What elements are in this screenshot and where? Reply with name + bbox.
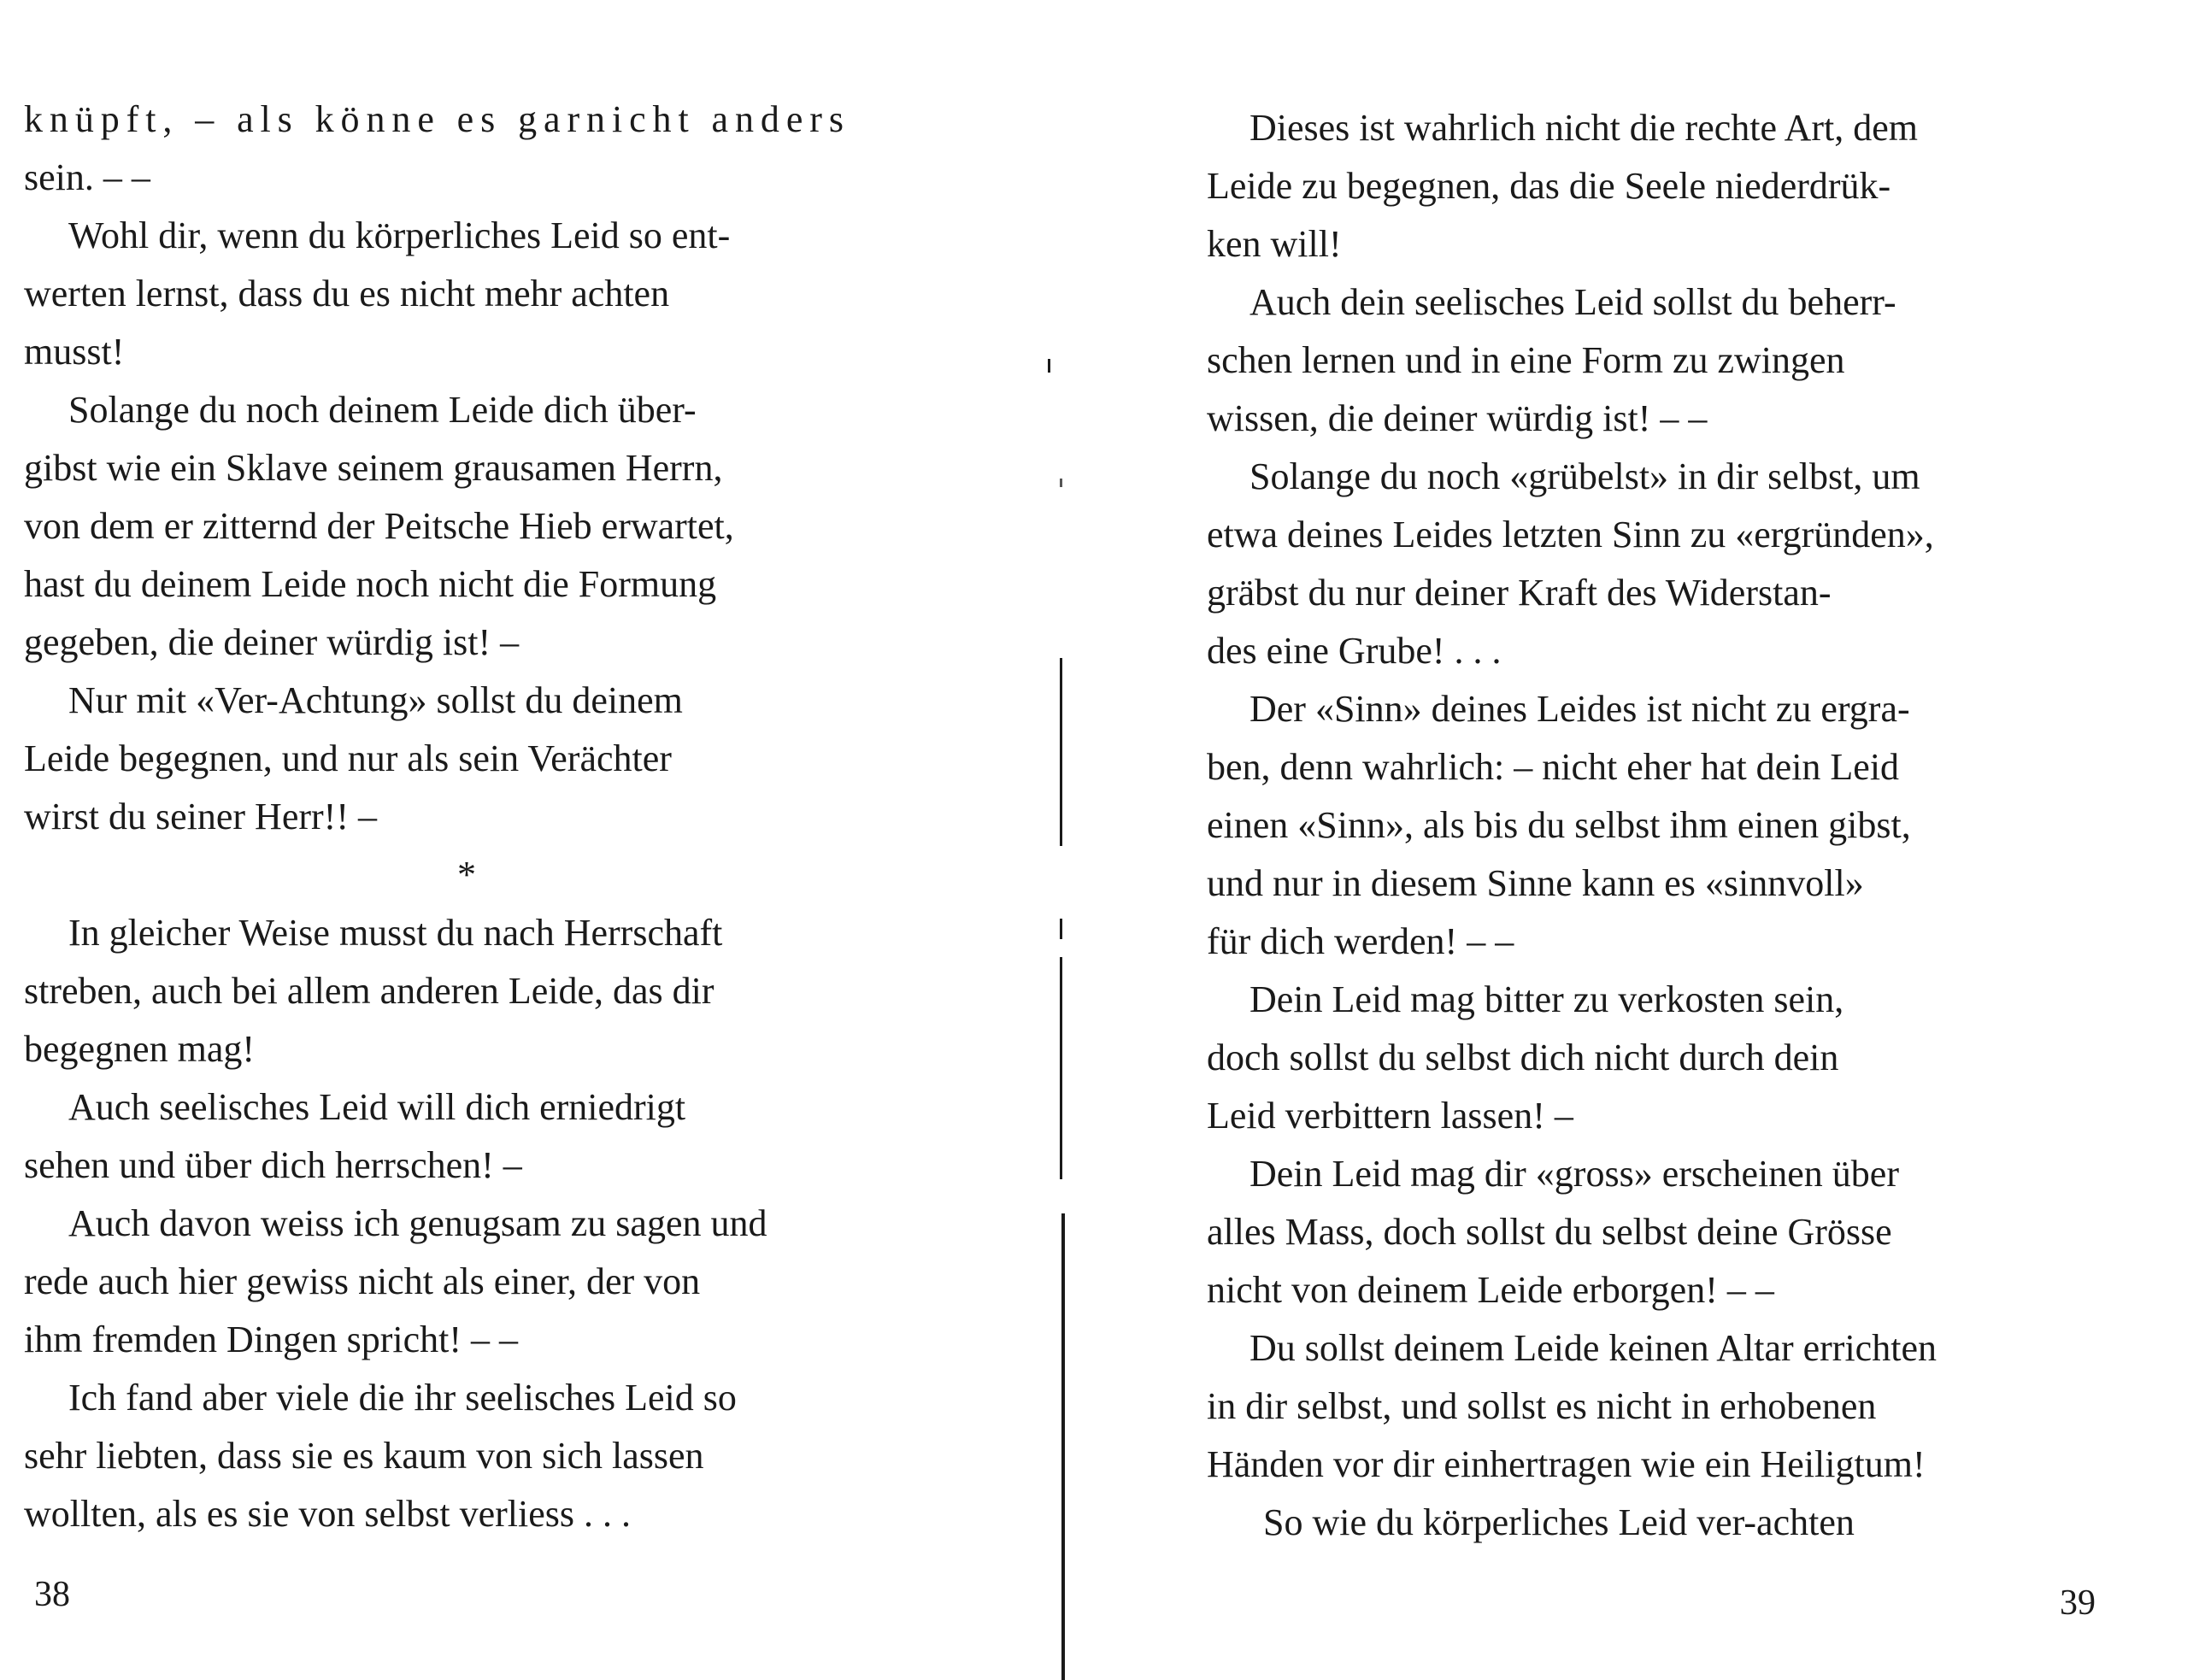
text-line: wollten, als es sie von selbst verliess . . . bbox=[24, 1493, 632, 1535]
text-line: ben, denn wahrlich: – nicht eher hat dein Leid bbox=[1207, 746, 1900, 788]
text-line: alles Mass, doch sollst du selbst deine Grösse bbox=[1207, 1211, 1892, 1253]
text-line: Händen vor dir einhertragen wie ein Heiligtum! bbox=[1207, 1443, 1926, 1485]
text-line: in dir selbst, und sollst es nicht in erhobenen bbox=[1207, 1385, 1877, 1427]
text-line: nicht von deinem Leide erborgen! – – bbox=[1207, 1269, 1774, 1311]
text-line: wirst du seiner Herr!! – bbox=[24, 796, 377, 837]
text-line: Dein Leid mag dir «gross» erscheinen über bbox=[1250, 1153, 1899, 1195]
text-line: des eine Grube! . . . bbox=[1207, 630, 1502, 672]
right-page bbox=[1060, 0, 2205, 1680]
text-line: Nur mit «Ver-Achtung» sollst du deinem bbox=[68, 679, 683, 721]
text-line: Solange du noch «grübelst» in dir selbst, um bbox=[1250, 455, 1920, 497]
text-line: schen lernen und in eine Form zu zwingen bbox=[1207, 339, 1845, 381]
text-line: Leid verbittern lassen! – bbox=[1207, 1095, 1573, 1137]
text-line: gibst wie ein Sklave seinem grausamen Herrn, bbox=[24, 447, 723, 489]
text-line: Der «Sinn» deines Leides ist nicht zu ergra- bbox=[1250, 688, 1910, 730]
text-line: musst! bbox=[24, 331, 125, 373]
text-line: streben, auch bei allem anderen Leide, das dir bbox=[24, 970, 714, 1012]
text-line: So wie du körperliches Leid ver-achten bbox=[1263, 1501, 1855, 1543]
text-line: von dem er zitternd der Peitsche Hieb erwartet, bbox=[24, 505, 734, 547]
text-line: Wohl dir, wenn du körperliches Leid so ent- bbox=[68, 214, 731, 256]
text-line: rede auch hier gewiss nicht als einer, der von bbox=[24, 1260, 701, 1302]
text-line: Auch dein seelisches Leid sollst du beherr- bbox=[1250, 281, 1896, 323]
text-line: Du sollst deinem Leide keinen Altar errichten bbox=[1250, 1327, 1937, 1369]
text-line: Ich fand aber viele die ihr seelisches Leid so bbox=[68, 1377, 737, 1419]
text-line: sein. – – bbox=[24, 156, 150, 198]
page-number: 38 bbox=[34, 1575, 70, 1614]
text-line: Auch davon weiss ich genugsam zu sagen und bbox=[68, 1202, 767, 1244]
text-line: Dein Leid mag bitter zu verkosten sein, bbox=[1250, 978, 1844, 1020]
text-line: sehen und über dich herrschen! – bbox=[24, 1144, 522, 1186]
text-line: gräbst du nur deiner Kraft des Widerstan- bbox=[1207, 572, 1832, 614]
text-line: knüpft, – als könne es garnicht anders bbox=[24, 98, 850, 140]
text-line: Leide begegnen, und nur als sein Verächter bbox=[24, 737, 672, 779]
text-line: für dich werden! – – bbox=[1207, 920, 1514, 962]
text-line: Auch seelisches Leid will dich erniedrigt bbox=[68, 1086, 686, 1128]
text-line: werten lernst, dass du es nicht mehr achten bbox=[24, 273, 670, 314]
text-line: hast du deinem Leide noch nicht die Formung bbox=[24, 563, 717, 605]
text-line: etwa deines Leides letzten Sinn zu «ergründen», bbox=[1207, 514, 1934, 555]
page-number: 39 bbox=[2060, 1583, 2096, 1623]
text-line: gegeben, die deiner würdig ist! – bbox=[24, 621, 520, 663]
text-line: Solange du noch deinem Leide dich über- bbox=[68, 389, 697, 431]
text-line: einen «Sinn», als bis du selbst ihm einen gibst, bbox=[1207, 804, 1911, 846]
text-line: ihm fremden Dingen spricht! – – bbox=[24, 1319, 518, 1360]
text-line: In gleicher Weise musst du nach Herrschaft bbox=[68, 912, 723, 954]
text-line: wissen, die deiner würdig ist! – – bbox=[1207, 397, 1708, 439]
text-line: begegnen mag! bbox=[24, 1028, 255, 1070]
text-line: Leide zu begegnen, das die Seele niederdrük- bbox=[1207, 165, 1891, 207]
left-page bbox=[0, 0, 1060, 1680]
gutter-mark bbox=[1048, 359, 1050, 373]
text-line: sehr liebten, dass sie es kaum von sich lassen bbox=[24, 1435, 704, 1477]
text-line: doch sollst du selbst dich nicht durch dein bbox=[1207, 1037, 1839, 1078]
text-line: ken will! bbox=[1207, 223, 1342, 265]
text-line: und nur in diesem Sinne kann es «sinnvoll» bbox=[1207, 862, 1864, 904]
text-line: Dieses ist wahrlich nicht die rechte Art, dem bbox=[1250, 107, 1918, 149]
section-divider-asterisk: * bbox=[457, 854, 476, 896]
